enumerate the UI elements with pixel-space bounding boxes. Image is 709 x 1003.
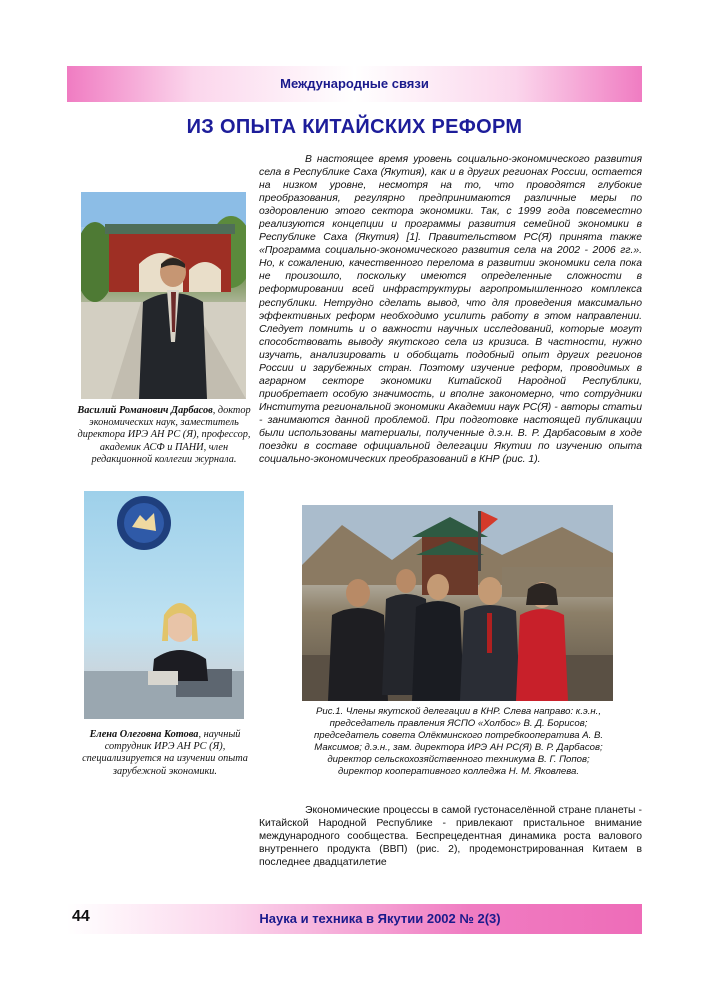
journal-title: Наука и техника в Якутии 2002 № 2(3) [259,911,501,926]
delegation-photo-illustration [302,505,613,701]
delegation-photo [302,505,613,701]
author2-photo-illustration [84,491,244,719]
author1-description: , доктор экономических наук, заместитель директора ИРЭ АН РС (Я), профессор, академик АСФ и ПАНИ, член редакционной коллегии журнала. [77,405,251,465]
section-title: Международные связи [280,76,429,91]
author1-photo [81,192,246,399]
delegation-people [328,569,568,701]
lower-paragraph: Экономические процессы в самой густонаселённой стране планеты - Китайской Народной Республике - привлекают пристальное внимание международного сообщества. Беспрецедентная динамика роста валового внутреннего продукта (ВВП) (рис. 2), продемонстрированная Китаем в последнее двадцатилетие [259,805,642,869]
author1-photo-illustration [81,192,246,399]
page-number: 44 [72,908,90,925]
author1-name: Василий Романович Дарбасов [77,405,213,416]
author2-caption [79,729,251,778]
author2-photo [84,491,244,719]
author2-name: Елена Олеговна Котова [89,729,199,740]
author1-caption [72,405,256,466]
article-title: ИЗ ОПЫТА КИТАЙСКИХ РЕФОРМ [186,116,523,138]
intro-paragraph: В настоящее время уровень социально-экономического развития села в Республике Саха (Якутия), как и в других регионах России, остается на низком уровне, несмотря на то, что проводятся глубокие преобразования, регулярно предпринимаются различные меры по оздоровлению этого сектора экономики. Так, с 1999 года повсеместно реализуются концепции и программы развития семейной экономики в Республике Саха (Якутия) [1]. Правительством РС(Я) принята также «Программа социально-экономического развития села на 2002 - 2006 гг.». Но, к сожалению, качественного перелома в развитии экономики села пока не произошло, поскольку имеются определенные сложности в реформировании всей инфраструктуры агропромышленного комплекса республики. Нетрудно сделать вывод, что для проведения максимально эффективных реформ необходимо усилить работу в этом направлении. Следует помнить и о важности научных исследований, которые могут способствовать выводу якутского села из кризиса. В частности, нужно изучать, анализировать и обобщать подобный опыт других регионов России и зарубежных стран. Поэтому изучение реформ, проводимых в аграрном секторе экономики Китайской Народной Республики, приобретает особую значимость, и вполне закономерно, что сотрудники Института региональной экономики Академии наук РС(Я) - авторы статьи - занимаются данной проблемой. При подготовке настоящей публикации были использованы материалы, полученные д.э.н. В. Р. Дарбасовым в ходе поездки в составе официальной делегации Якутии по изучению опыта социально-экономических преобразований в КНР (рис. 1). [259,154,642,466]
author2-description: , научный сотрудник ИРЭ АН РС (Я), специализируется на изучении опыта зарубежной экономики. [82,729,248,777]
figure1-caption: Рис.1. Члены якутской делегации в КНР. Слева направо: к.э.н., председатель правления ЯСПО «Холбос» В. Д. Борисов; председатель совета Олёкминского потребкооператива А. В. Максимов; д.э.н., зам. директора ИРЭ АН РС(Я) В. Р. Дарбасов; директор сельскохозяйственного техникума В. Г. Попов; директор кооперативного колледжа Н. М. Яковлева. [313,706,604,778]
